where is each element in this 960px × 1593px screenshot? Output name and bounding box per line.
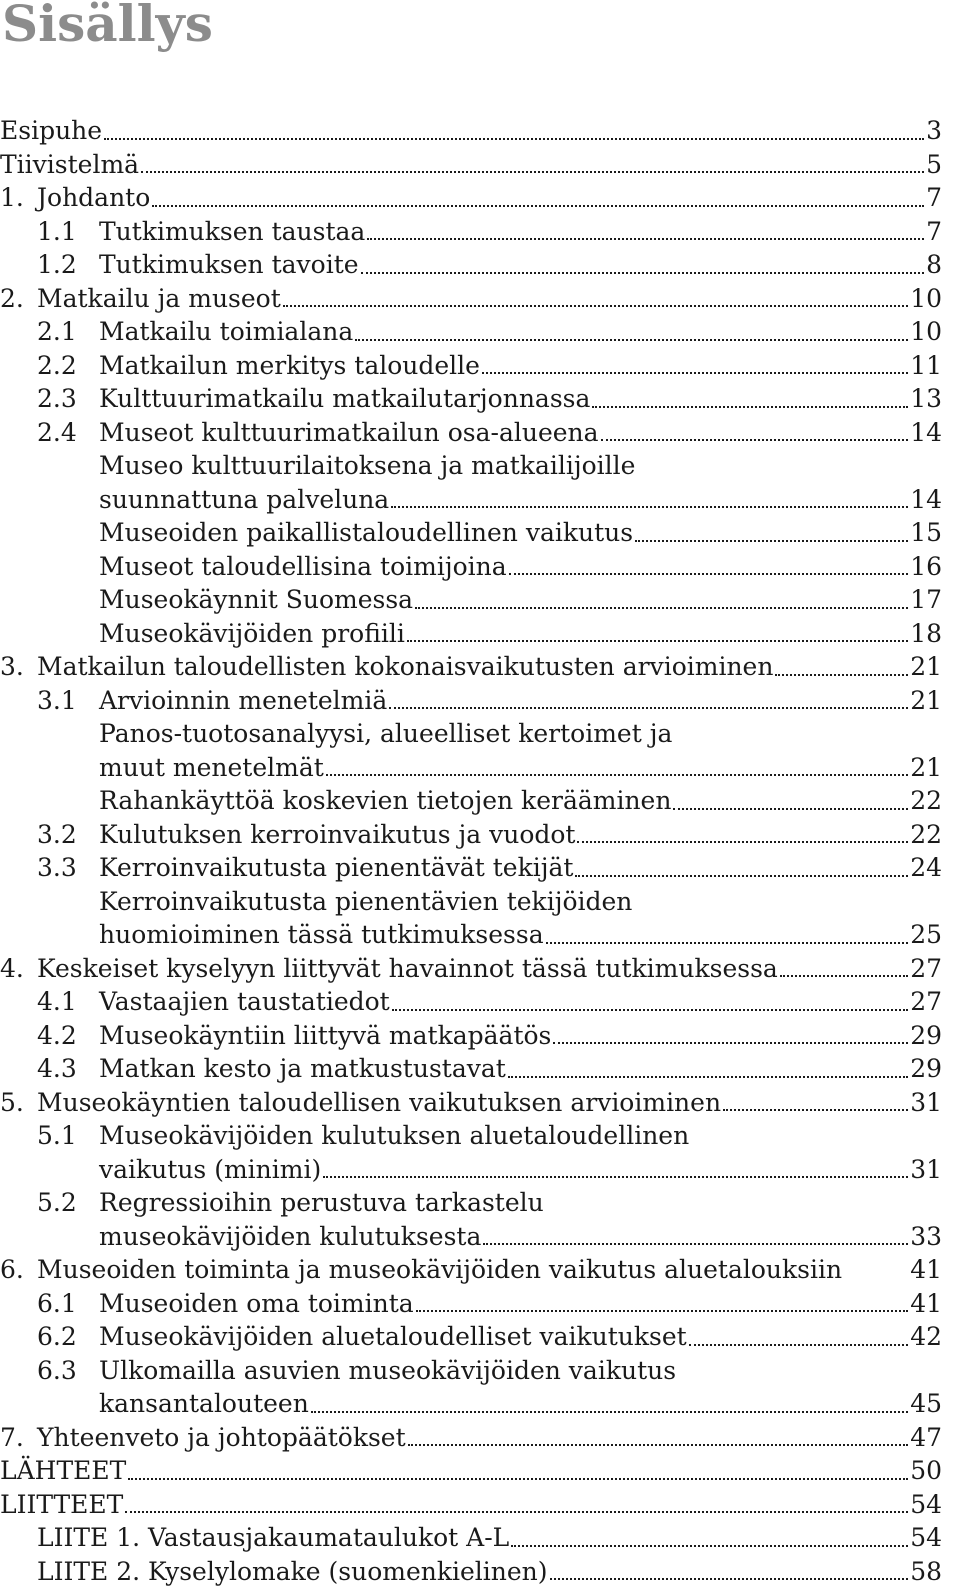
toc-entry-title: Ulkomailla asuvien museokävijöiden vaikutus [99,1355,677,1385]
toc-entry-title: Tiivistelmä [0,149,140,179]
toc-dot-leader [392,1008,908,1011]
toc-entry-title: Museoiden toiminta ja museokävijöiden vaikutus aluetalouksiin [37,1255,843,1284]
toc-entry-number: 2.1 [37,317,77,346]
toc-entry[interactable] [0,1354,960,1388]
toc-page-number: 41 [910,1255,942,1284]
toc-entry-title: Museokäyntien taloudellisen vaikutuksen arvioiminen [37,1087,722,1117]
toc-dot-leader [128,1477,908,1480]
toc-dot-leader [391,505,908,508]
toc-entry-number: 5.1 [37,1121,77,1150]
toc-entry-number: 2.4 [37,417,77,447]
toc-dot-leader [780,974,908,977]
toc-dot-leader [326,773,908,776]
toc-entry-title-line2: kansantalouteen [99,1389,309,1418]
toc-entry-title: Museot kulttuurimatkailun osa-alueena [99,417,599,447]
toc-entry[interactable] [0,516,960,550]
toc-entry-title: LIITE 1. Vastausjakaumataulukot A-L [37,1523,510,1552]
toc-page-number: 33 [910,1221,942,1251]
toc-page-number: 58 [910,1556,942,1586]
toc-page-number: 54 [910,1523,942,1552]
toc-dot-leader [635,539,908,542]
toc-entry-title: Tutkimuksen tavoite [99,250,359,279]
toc-page-number: 24 [910,853,942,882]
toc-page-number: 17 [910,585,942,614]
toc-dot-leader [553,1041,908,1044]
toc-entry[interactable] [0,1320,960,1354]
toc-entry-title-line2: suunnattuna palveluna [99,484,390,514]
toc-entry[interactable] [0,349,960,383]
toc-dot-leader [125,1510,908,1513]
toc-page-number: 29 [910,1020,942,1050]
toc-page-number: 7 [926,216,942,246]
toc-page-number: 5 [926,149,942,179]
toc-entry-title: Johdanto [37,183,151,212]
toc-entry-title: Museoiden oma toiminta [99,1288,414,1318]
toc-dot-leader [104,137,924,140]
toc-entry-title: Matkailun merkitys taloudelle [99,350,480,380]
toc-page-number: 14 [910,417,942,447]
toc-page-number: 31 [910,1087,942,1117]
toc-dot-leader [575,874,908,877]
toc-entry-title: Matkailun taloudellisten kokonaisvaikutusten arvioiminen [37,652,774,681]
toc-entry[interactable] [0,1287,960,1321]
toc-entry-number: 4.2 [37,1020,77,1050]
toc-entry[interactable] [0,315,960,349]
toc-dot-leader [323,1175,908,1178]
toc-entry-number: 1.2 [37,250,77,279]
toc-entry-title: Museokäynnit Suomessa [99,585,414,614]
toc-dot-leader [550,1577,909,1580]
toc-entry-title: Regressioihin perustuva tarkastelu [99,1188,544,1217]
toc-entry[interactable] [0,416,960,450]
toc-dot-leader [415,606,908,609]
toc-page-number: 47 [910,1422,942,1452]
toc-entry-number: 6. [0,1255,24,1284]
toc-entry-title: Vastaajien taustatiedot [99,987,390,1016]
toc-entry-number: 3.3 [37,853,77,882]
toc-entry[interactable] [0,1488,960,1522]
toc-entry-number: 7. [0,1422,24,1452]
toc-entry[interactable] [0,282,960,316]
toc-entry-title: Kerroinvaikutusta pienentävät tekijät [99,853,574,882]
toc-entry-title: Kulutuksen kerroinvaikutus ja vuodot [99,819,576,849]
toc-entry[interactable] [0,1454,960,1488]
toc-entry[interactable] [0,851,960,885]
toc-page-number: 11 [910,350,942,380]
toc-entry[interactable] [0,1019,960,1053]
toc-entry-number: 2. [0,283,24,313]
toc-dot-leader [689,1343,908,1346]
toc-entry[interactable] [0,1186,960,1220]
toc-entry[interactable] [0,684,960,718]
toc-entry-title: Matkailu ja museot [37,283,281,313]
toc-dot-leader [508,1075,908,1078]
toc-entry[interactable] [0,1521,960,1555]
toc-entry-number: 4.1 [37,987,77,1016]
toc-page-number: 10 [910,317,942,346]
table-of-contents [0,114,960,1588]
toc-page-number: 14 [910,484,942,514]
toc-page-number: 8 [926,250,942,279]
toc-entry-number: 1.1 [37,216,77,246]
toc-dot-leader [601,438,909,441]
toc-page-number: 15 [910,518,942,547]
toc-page-number: 27 [910,953,942,983]
toc-dot-leader [673,807,908,810]
toc-entry-number: 6.1 [37,1288,77,1318]
toc-entry-title-line2: museokävijöiden kulutuksesta [99,1221,482,1251]
toc-page-number: 42 [910,1322,942,1351]
toc-entry-title: Panos-tuotosanalyysi, alueelliset kertoimet ja [99,719,673,748]
toc-entry[interactable] [0,885,960,919]
toc-page-number: 21 [910,685,942,715]
toc-page-number: 25 [910,920,942,949]
toc-entry-title: Museokävijöiden kulutuksen aluetaloudellinen [99,1121,690,1150]
toc-entry-title-line2: vaikutus (minimi) [99,1154,322,1184]
toc-dot-leader [546,941,909,944]
toc-entry[interactable] [0,215,960,249]
toc-entry[interactable] [0,1555,960,1589]
toc-entry-continuation[interactable] [0,1153,960,1187]
toc-entry-number: 3. [0,652,24,681]
toc-dot-leader [775,673,908,676]
toc-page-number: 16 [910,551,942,581]
toc-dot-leader [389,706,908,709]
toc-page-number: 29 [910,1054,942,1083]
toc-entry[interactable] [0,1086,960,1120]
toc-dot-leader [283,304,908,307]
toc-page-number: 10 [910,283,942,313]
toc-dot-leader [408,1443,909,1446]
toc-entry-number: 6.2 [37,1322,77,1351]
toc-entry-number: 5.2 [37,1188,77,1217]
toc-entry-number: 1. [0,183,24,212]
toc-dot-leader [577,840,908,843]
toc-entry-title: Museokävijöiden profiili [99,618,405,648]
toc-entry[interactable] [0,382,960,416]
toc-entry-title: LÄHTEET [0,1456,127,1485]
toc-entry[interactable] [0,952,960,986]
toc-entry-title-line2: huomioiminen tässä tutkimuksessa [99,920,544,949]
toc-entry[interactable] [0,181,960,215]
toc-page-number: 21 [910,652,942,681]
page-title: Sisällys [2,0,213,53]
toc-entry-title: Kerroinvaikutusta pienentävien tekijöiden [99,886,633,916]
toc-entry[interactable] [0,449,960,483]
toc-entry-title: Yhteenveto ja johtopäätökset [37,1422,406,1452]
toc-entry-number: 3.2 [37,819,77,849]
toc-entry[interactable] [0,148,960,182]
toc-entry-title: Arvioinnin menetelmiä [99,685,388,715]
toc-entry-title: Matkan kesto ja matkustustavat [99,1054,506,1083]
toc-page-number: 7 [926,183,942,212]
toc-entry[interactable] [0,650,960,684]
toc-page-number: 18 [910,618,942,648]
toc-dot-leader [511,1544,908,1547]
toc-entry-number: 6.3 [37,1355,77,1385]
toc-entry[interactable] [0,1052,960,1086]
toc-dot-leader [361,271,925,274]
toc-entry-title: Keskeiset kyselyyn liittyvät havainnot tässä tutkimuksessa [37,953,778,983]
toc-entry-continuation[interactable] [0,751,960,785]
toc-entry[interactable] [0,784,960,818]
toc-dot-leader [152,204,924,207]
toc-dot-leader [367,237,924,240]
toc-dot-leader [509,572,909,575]
toc-page-number: 13 [910,384,942,413]
toc-entry-title-line2: muut menetelmät [99,752,324,782]
toc-dot-leader [723,1108,908,1111]
toc-entry-number: 4.3 [37,1054,77,1083]
toc-entry-title: Tutkimuksen taustaa [99,216,366,246]
toc-page-number: 41 [910,1288,942,1318]
toc-entry-title: Rahankäyttöä koskevien tietojen kerääminen [99,786,672,815]
toc-entry[interactable] [0,1253,960,1287]
toc-dot-leader [592,405,908,408]
toc-entry-title: Museo kulttuurilaitoksena ja matkailijoille [99,451,636,480]
toc-page-number: 54 [910,1489,942,1519]
toc-entry-continuation[interactable] [0,483,960,517]
toc-dot-leader [482,371,908,374]
toc-entry[interactable] [0,248,960,282]
toc-entry-title: Esipuhe [0,116,103,145]
toc-entry-number: 2.2 [37,350,77,380]
toc-entry-continuation[interactable] [0,1220,960,1254]
toc-dot-leader [483,1242,908,1245]
toc-entry[interactable] [0,818,960,852]
toc-entry[interactable] [0,717,960,751]
toc-page-number: 45 [910,1389,942,1418]
toc-entry[interactable] [0,583,960,617]
toc-entry-title: LIITE 2. Kyselylomake (suomenkielinen) [37,1556,548,1586]
toc-dot-leader [407,639,908,642]
toc-entry-number: 5. [0,1087,24,1117]
toc-page-number: 22 [910,786,942,815]
toc-entry-title: LIITTEET [0,1489,124,1519]
toc-entry-continuation[interactable] [0,918,960,952]
toc-page-number: 21 [910,752,942,782]
toc-entry-title: Kulttuurimatkailu matkailutarjonnassa [99,384,591,413]
toc-page-number: 27 [910,987,942,1016]
toc-page-number: 3 [926,116,942,145]
toc-dot-leader [416,1309,909,1312]
toc-entry[interactable] [0,1119,960,1153]
toc-entry[interactable] [0,114,960,148]
toc-entry-title: Museokävijöiden aluetaloudelliset vaikutukset [99,1322,687,1351]
toc-page-number: 50 [910,1456,942,1485]
toc-entry[interactable] [0,617,960,651]
toc-entry-title: Matkailu toimialana [99,317,354,346]
toc-entry-number: 4. [0,953,24,983]
toc-entry[interactable] [0,550,960,584]
toc-entry-title: Museokäyntiin liittyvä matkapäätös [99,1020,552,1050]
toc-dot-leader [311,1410,908,1413]
toc-entry-number: 3.1 [37,685,77,715]
toc-page-number: 31 [910,1154,942,1184]
toc-entry-number: 2.3 [37,384,77,413]
toc-dot-leader [355,338,908,341]
toc-dot-leader [141,170,924,173]
toc-entry[interactable] [0,1421,960,1455]
toc-entry-title: Museoiden paikallistaloudellinen vaikutus [99,518,634,547]
toc-entry-title: Museot taloudellisina toimijoina [99,551,507,581]
toc-page-number: 22 [910,819,942,849]
toc-entry-continuation[interactable] [0,1387,960,1421]
toc-entry[interactable] [0,985,960,1019]
